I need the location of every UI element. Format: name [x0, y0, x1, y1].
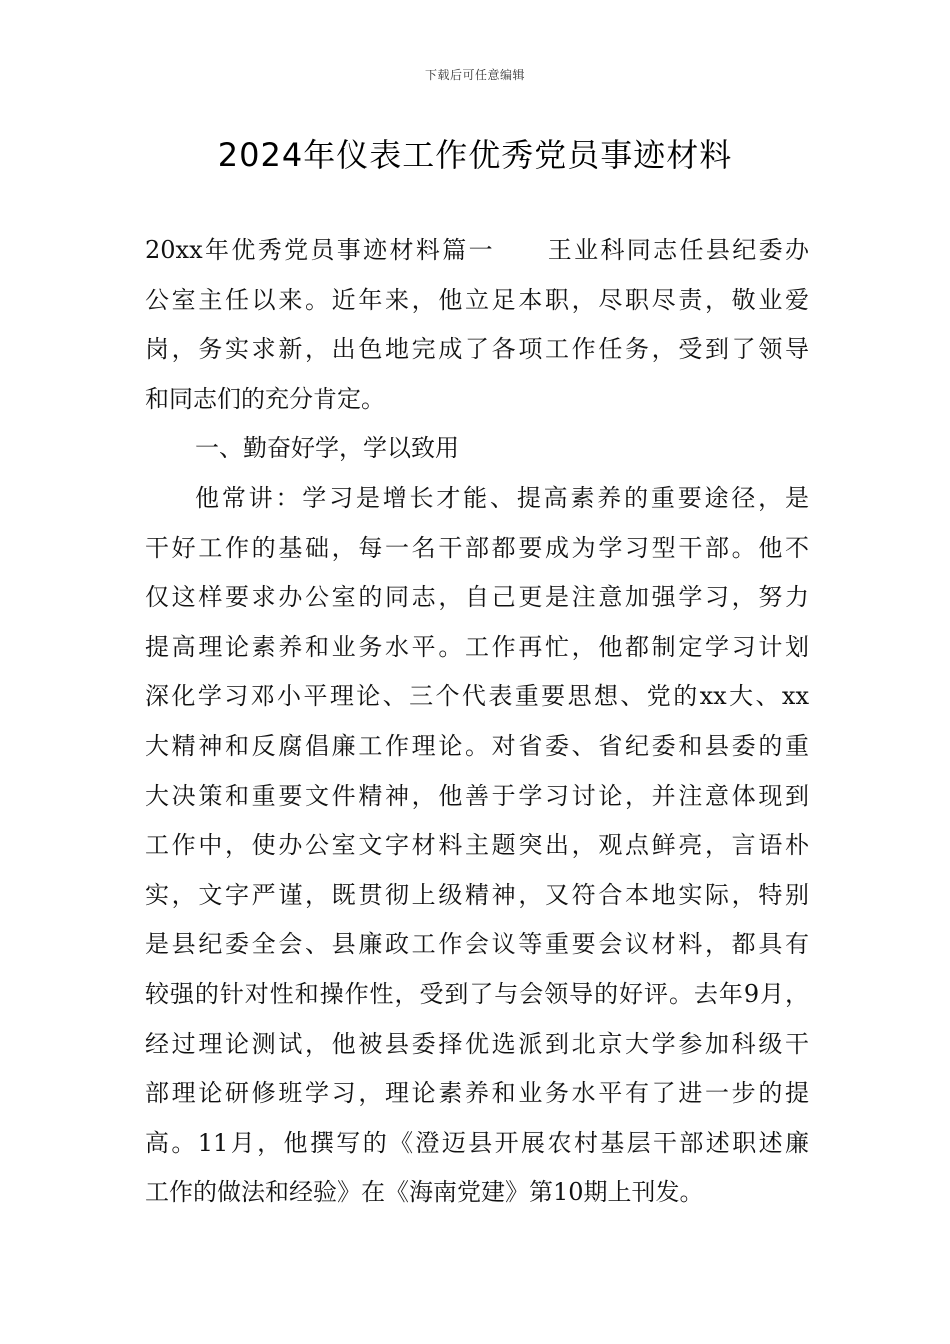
text-line: 较强的针对性和操作性，受到了与会领导的好评。去年9月， [145, 979, 809, 1008]
text-line: 大决策和重要文件精神，他善于学习讨论，并注意体现到 [145, 781, 809, 810]
page-title: 2024年仪表工作优秀党员事迹材料 [217, 136, 733, 174]
text-line: 工作中，使办公室文字材料主题突出，观点鲜亮，言语朴 [145, 831, 809, 860]
text-line: 他常讲：学习是增长才能、提高素养的重要途径，是 [195, 483, 809, 512]
section-heading: 一、勤奋好学，学以致用 [195, 434, 459, 463]
text-line: 公室主任以来。近年来，他立足本职，尽职尽责，敬业爱 [145, 285, 809, 314]
text-line: 20xx年优秀党员事迹材料篇一 王业科同志任县纪委办 [145, 236, 809, 264]
text-line: 是县纪委全会、县廉政工作会议等重要会议材料，都具有 [145, 930, 809, 959]
header-note: 下载后可任意编辑 [424, 68, 525, 82]
text-line: 和同志们的充分肯定。 [145, 384, 385, 413]
text-line: 实，文字严谨，既贯彻上级精神，又符合本地实际，特别 [145, 880, 809, 909]
text-line: 部理论研修班学习，理论素养和业务水平有了进一步的提 [145, 1079, 809, 1108]
text-line: 岗，务实求新，出色地完成了各项工作任务，受到了领导 [145, 335, 809, 364]
text-line: 干好工作的基础，每一名干部都要成为学习型干部。他不 [145, 533, 809, 562]
text-line: 高。11月，他撰写的《澄迈县开展农村基层干部述职述廉 [145, 1128, 809, 1157]
text-line: 工作的做法和经验》在《海南党建》第10期上刊发。 [145, 1178, 704, 1207]
text-line: 大精神和反腐倡廉工作理论。对省委、省纪委和县委的重 [145, 731, 809, 760]
text-line: 深化学习邓小平理论、三个代表重要思想、党的xx大、xx [145, 682, 809, 711]
text-line: 经过理论测试，他被县委择优选派到北京大学参加科级干 [145, 1029, 809, 1058]
text-line: 仅这样要求办公室的同志，自己更是注意加强学习，努力 [145, 583, 809, 612]
document-body [145, 226, 809, 1218]
text-line: 提高理论素养和业务水平。工作再忙，他都制定学习计划 [145, 632, 809, 661]
